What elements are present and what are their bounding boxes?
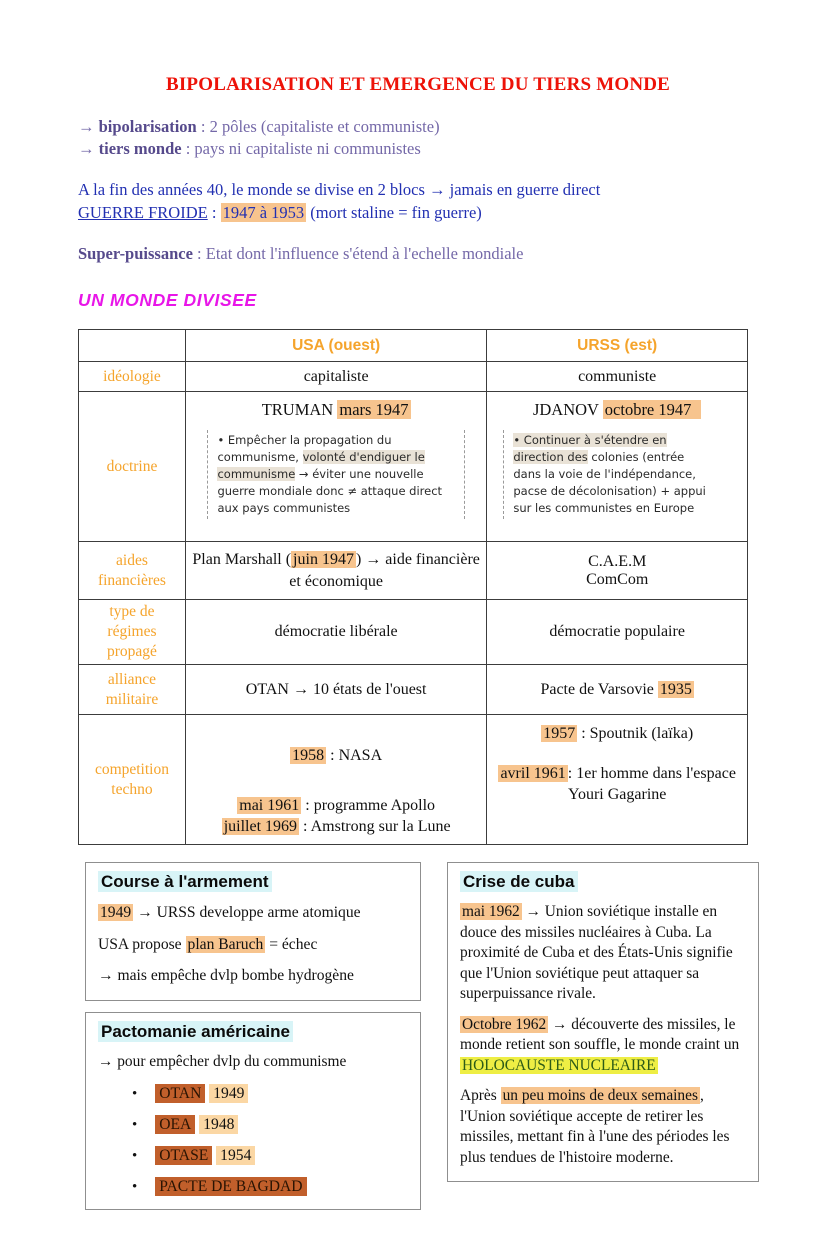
guerre-froide-label: GUERRE FROIDE xyxy=(78,203,208,222)
pactomanie-list xyxy=(98,1085,408,1196)
pact-name-highlight: PACTE DE BAGDAD xyxy=(155,1177,306,1196)
crise-de-cuba-box xyxy=(447,862,759,1182)
box-text: = échec xyxy=(265,935,318,953)
box-text: , l'Union soviétique accepte de retirer les missiles, mettant fin à l'une des périodes les plus tendues de l'histoire moderne. xyxy=(460,1087,730,1166)
jdanov-doctrine-handwritten-note xyxy=(503,430,719,519)
doctrine-author: TRUMAN xyxy=(261,400,338,419)
note-highlight: volonté d'endiguer le communisme xyxy=(217,450,425,481)
apollo-line xyxy=(190,795,482,816)
guerre-froide-dates-highlight: 1947 à 1953 xyxy=(222,203,305,222)
doctrine-author: JDANOV xyxy=(532,400,603,419)
superpuissance-line xyxy=(78,244,758,264)
definitions-block xyxy=(78,116,758,160)
ideologie-urss-cell: communiste xyxy=(487,362,748,392)
list-item-otan xyxy=(132,1085,408,1103)
aides-urss-cell xyxy=(487,542,748,600)
competition-usa-cell xyxy=(185,715,486,845)
row-label-competition: competition techno xyxy=(79,715,186,845)
row-label-doctrine: doctrine xyxy=(79,392,186,542)
course-armement-title: Course à l'armement xyxy=(98,872,408,892)
competition-urss-cell xyxy=(487,715,748,845)
box-text: → découverte des missiles, le monde retient son souffle, le monde craint un xyxy=(460,1015,740,1053)
empty-header-cell xyxy=(79,330,186,362)
regimes-urss-cell: démocratie populaire xyxy=(487,600,748,665)
usa-urss-comparison-table xyxy=(78,329,748,845)
table-row-competition-techno xyxy=(79,715,748,845)
date-highlight: mai 1961 xyxy=(239,797,300,814)
doctrine-urss-cell xyxy=(487,392,748,542)
definition-tiers-monde xyxy=(78,138,758,160)
list-item-oea xyxy=(132,1116,408,1134)
row-label-aides: aides financières xyxy=(79,542,186,600)
duration-highlight: un peu moins de deux semaines xyxy=(502,1087,698,1104)
definition-term: tiers monde xyxy=(98,139,182,158)
cell-text: : programme Apollo xyxy=(301,797,436,814)
intro-block xyxy=(78,178,758,224)
pact-name-highlight: OEA xyxy=(155,1115,195,1134)
nasa-line xyxy=(190,747,482,765)
date-highlight: juin 1947 xyxy=(293,550,354,568)
note-highlight: • Continuer à s'étendre en direction des xyxy=(513,433,667,464)
superpuissance-text: : Etat dont l'influence s'étend à l'echelle mondiale xyxy=(192,244,524,263)
spoutnik-line xyxy=(491,725,743,743)
table-row-aides-financieres xyxy=(79,542,748,600)
date-highlight: avril 1961 xyxy=(500,765,566,782)
cell-text: : 1er homme dans l'espace Youri Gagarine xyxy=(567,765,736,803)
table-header-row xyxy=(79,330,748,362)
plan-baruch-highlight: plan Baruch xyxy=(187,935,264,953)
holocauste-highlight: HOLOCAUSTE NUCLEAIRE xyxy=(462,1056,656,1074)
guerre-froide-rest: (mort staline = fin guerre) xyxy=(306,203,482,222)
doctrine-usa-cell xyxy=(185,392,486,542)
cell-text: Pacte de Varsovie xyxy=(540,680,658,698)
box-text: → URSS developpe arme atomique xyxy=(133,904,361,921)
course-line-1949 xyxy=(98,903,408,924)
pact-year-highlight: 1949 xyxy=(209,1084,248,1103)
superpuissance-term: Super-puissance xyxy=(78,244,193,263)
pactomanie-title: Pactomanie américaine xyxy=(98,1022,408,1042)
definition-term: bipolarisation xyxy=(98,117,197,136)
arrow-glyph: → xyxy=(78,117,99,136)
date-highlight: 1958 xyxy=(292,747,325,764)
box-text: Après xyxy=(460,1087,501,1104)
definition-bipolarisation xyxy=(78,116,758,138)
cell-text: : Spoutnik (laïka) xyxy=(577,725,694,742)
date-highlight: 1949 xyxy=(100,904,132,921)
course-armement-box xyxy=(85,862,421,1001)
usa-column-header: USA (ouest) xyxy=(185,330,486,362)
list-item-otase xyxy=(132,1147,408,1165)
table-row-ideologie xyxy=(79,362,748,392)
guerre-froide-line xyxy=(78,201,758,224)
table-row-alliance-militaire xyxy=(79,665,748,715)
pact-year-highlight: 1948 xyxy=(199,1115,238,1134)
note-text: colonies (entrée dans la voie de l'indépendance, pacse de décolonisation) + appui sur les communistes en Europe xyxy=(513,450,706,515)
pact-year-highlight: 1954 xyxy=(216,1146,255,1165)
row-label-regimes: type de régimes propagé xyxy=(79,600,186,665)
regimes-usa-cell: démocratie libérale xyxy=(185,600,486,665)
date-highlight: 1935 xyxy=(659,680,692,698)
course-line-baruch xyxy=(98,935,408,956)
document-page xyxy=(0,74,828,1245)
aides-usa-cell xyxy=(185,542,486,600)
date-highlight: 1957 xyxy=(543,725,576,742)
doctrine-date-highlight: octobre 1947 xyxy=(603,400,702,419)
comcom-label: ComCom xyxy=(586,570,649,588)
cuba-paragraph-retrait xyxy=(460,1086,746,1168)
gagarine-line xyxy=(491,763,743,805)
note-text: → éviter une nouvelle guerre mondiale donc ≠ attaque direct aux pays communistes xyxy=(217,467,443,515)
date-highlight: juillet 1969 xyxy=(223,818,298,835)
table-row-doctrine xyxy=(79,392,748,542)
caem-label: C.A.E.M xyxy=(588,552,647,570)
date-highlight: Octobre 1962 xyxy=(462,1015,547,1033)
section-heading-un-monde-divisee: UN MONDE DIVISEE xyxy=(78,290,257,310)
doctrine-date-highlight: mars 1947 xyxy=(339,400,409,419)
box-text: USA propose xyxy=(98,935,186,953)
armstrong-line xyxy=(190,816,482,837)
bottom-boxes-section xyxy=(85,862,828,1210)
truman-doctrine-title xyxy=(190,400,482,420)
pact-name-highlight: OTASE xyxy=(155,1146,212,1165)
row-label-ideologie: idéologie xyxy=(79,362,186,392)
guerre-froide-separator: : xyxy=(207,203,221,222)
truman-doctrine-handwritten-note xyxy=(207,430,464,519)
cell-text: ) → aide financière et économique xyxy=(289,550,480,590)
pactomanie-intro: → pour empêcher dvlp du communisme xyxy=(98,1052,347,1070)
intro-line: A la fin des années 40, le monde se divise en 2 blocs → jamais en guerre direct xyxy=(78,180,601,199)
urss-column-header: URSS (est) xyxy=(487,330,748,362)
cuba-paragraph-octobre-1962 xyxy=(460,1015,746,1077)
pactomanie-box xyxy=(85,1012,421,1211)
cell-text: : NASA xyxy=(326,747,383,764)
date-highlight: mai 1962 xyxy=(462,903,520,920)
ideologie-usa-cell: capitaliste xyxy=(185,362,486,392)
alliance-usa-cell: OTAN → 10 états de l'ouest xyxy=(185,665,486,715)
alliance-urss-cell xyxy=(487,665,748,715)
arrow-glyph: → xyxy=(78,139,99,158)
row-label-alliance: alliance militaire xyxy=(79,665,186,715)
cell-text: : Amstrong sur la Lune xyxy=(299,818,451,835)
jdanov-doctrine-title xyxy=(491,400,743,420)
note-text: • Empêcher la propagation du communisme, xyxy=(217,433,392,464)
definition-text: : pays ni capitaliste ni communistes xyxy=(181,139,421,158)
page-title: BIPOLARISATION ET EMERGENCE DU TIERS MONDE xyxy=(165,74,671,95)
course-line-hydrogene: → mais empêche dvlp bombe hydrogène xyxy=(98,967,354,984)
table-row-regimes xyxy=(79,600,748,665)
pact-name-highlight: OTAN xyxy=(155,1084,205,1103)
box-text: → Union soviétique installe en douce des missiles nucléaires à Cuba. La proximité de Cuba et des États-Unis signifie que l'Union soviétique peut attaquer sa superpuissance rivale. xyxy=(460,903,733,1002)
crise-de-cuba-title: Crise de cuba xyxy=(460,872,746,892)
cell-text: Plan Marshall ( xyxy=(192,550,292,568)
cuba-paragraph-mai-1962 xyxy=(460,902,746,1005)
definition-text: : 2 pôles (capitaliste et communiste) xyxy=(196,117,440,136)
list-item-pacte-bagdad xyxy=(132,1178,408,1196)
